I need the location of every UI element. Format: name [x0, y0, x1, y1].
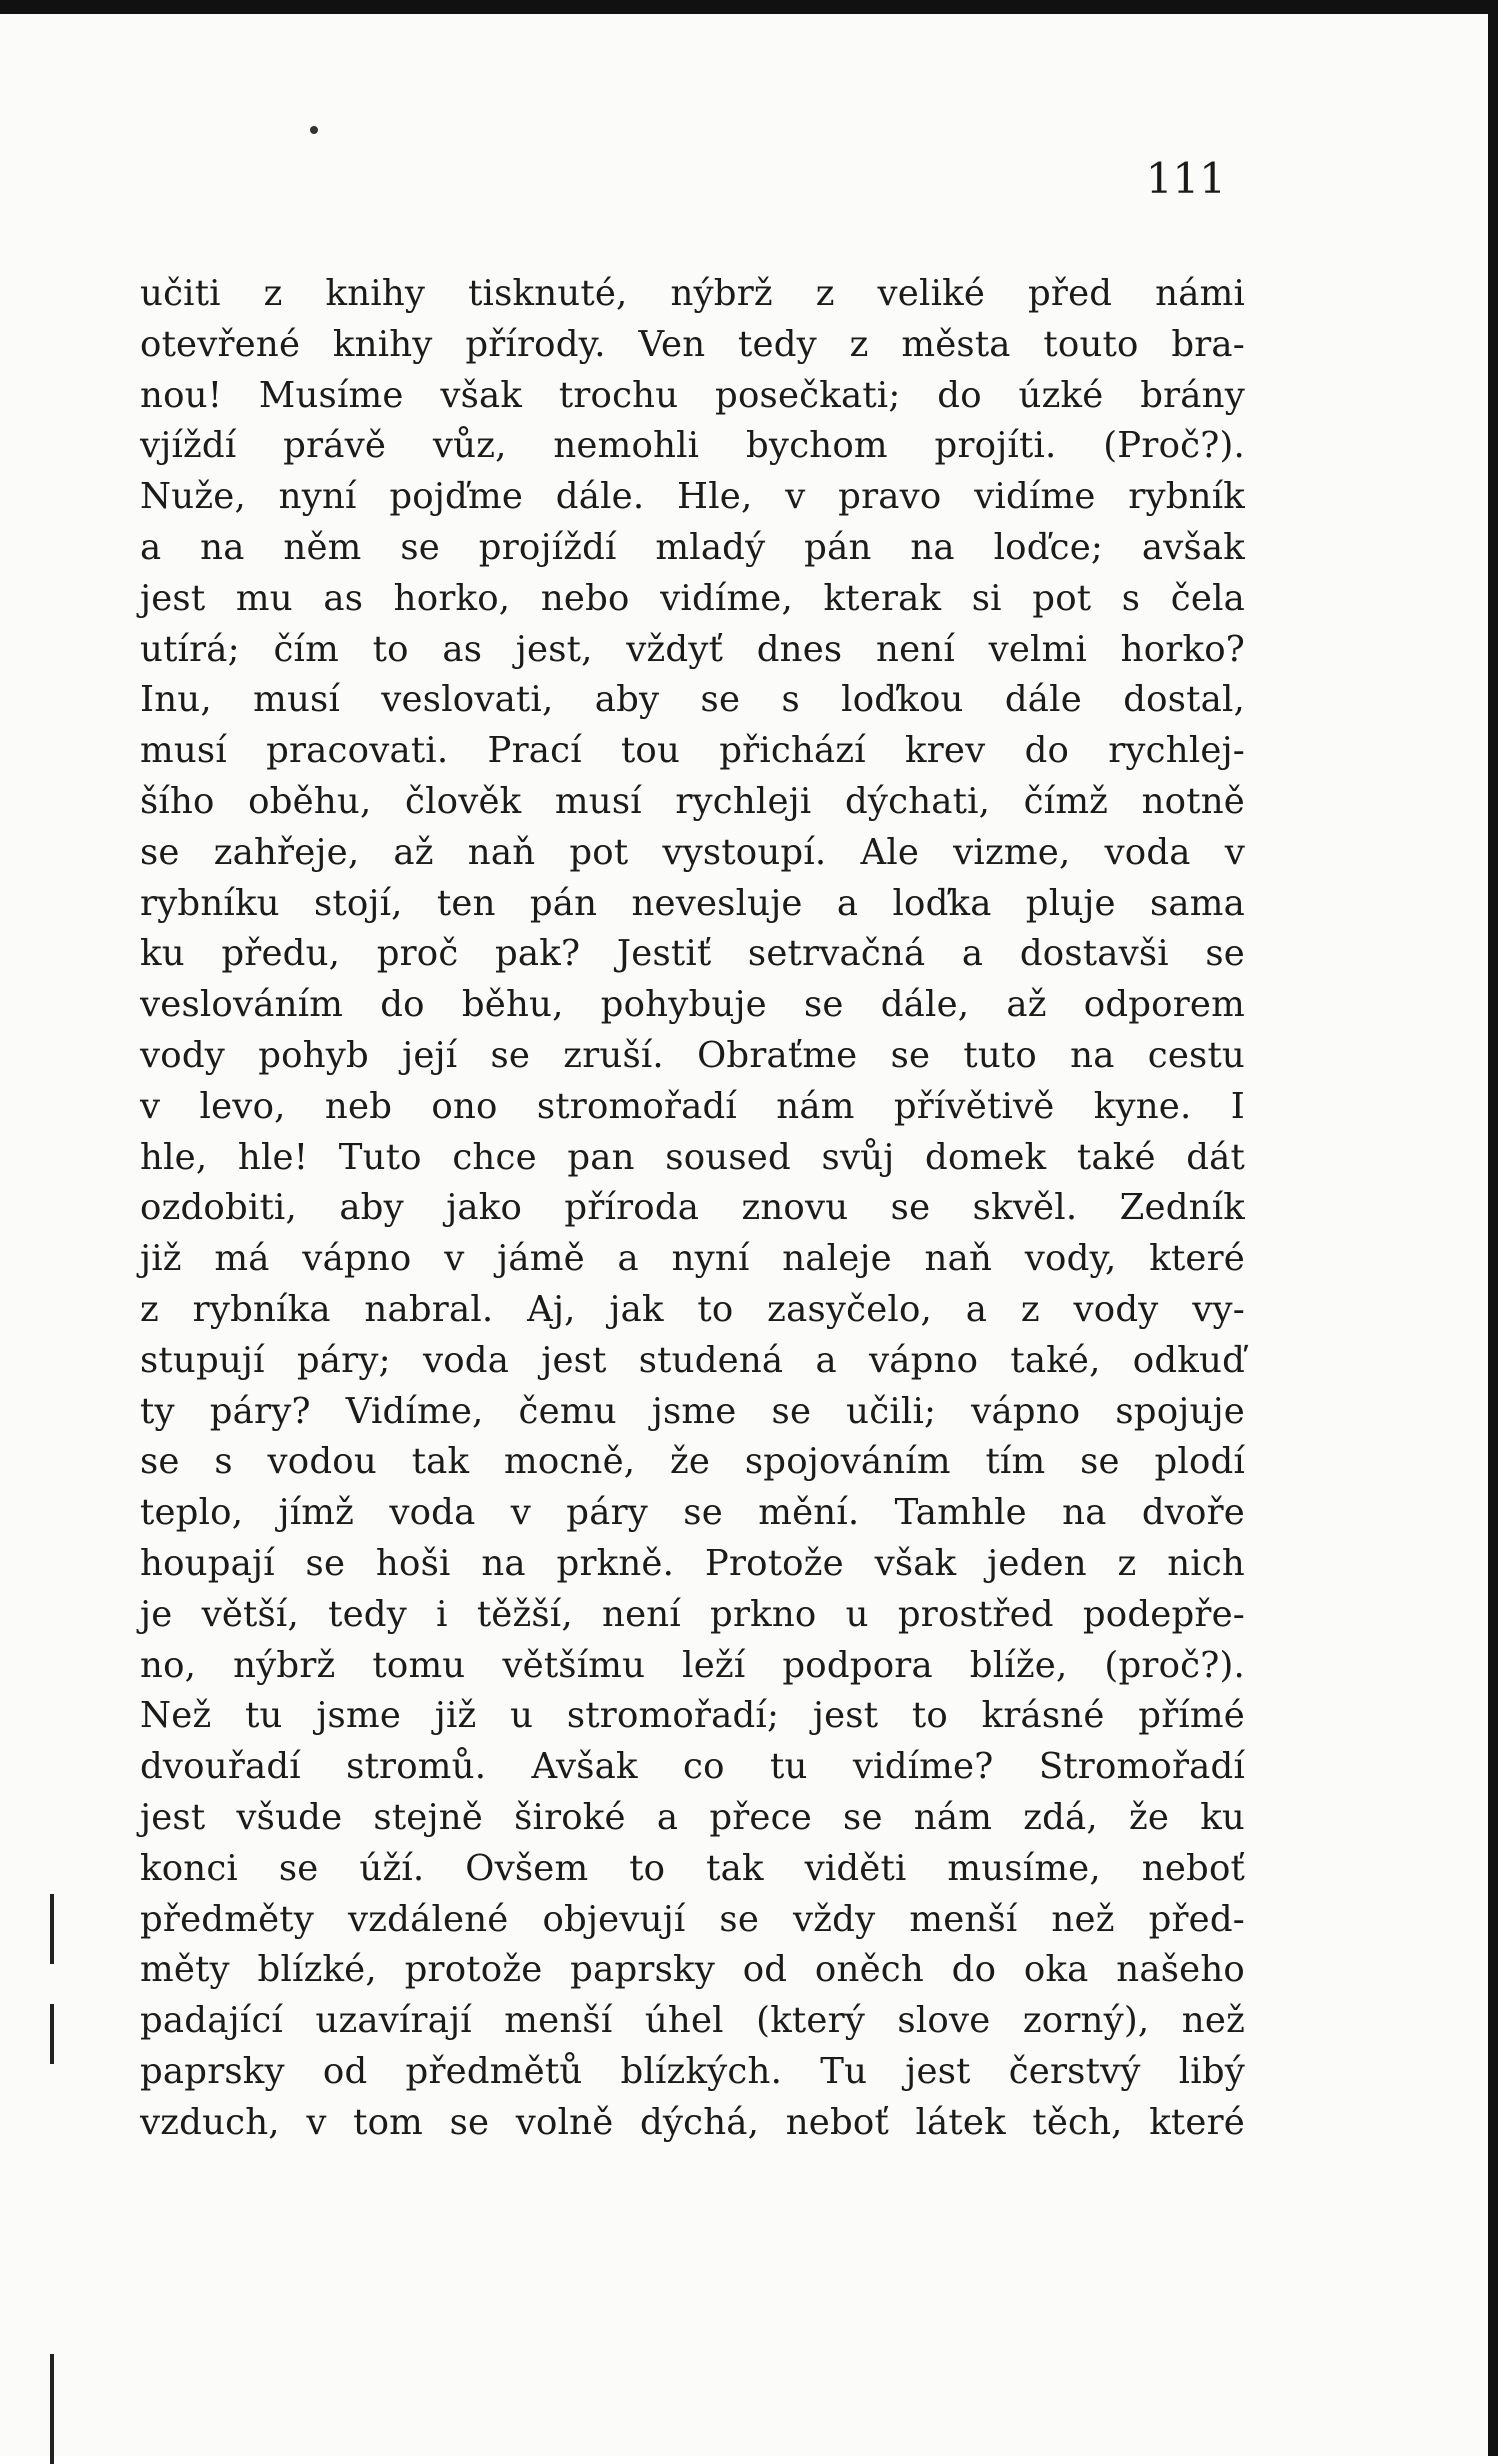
text-line: ty páry? Vidíme, čemu jsme se učili; vápno spojuje [140, 1390, 1245, 1432]
text-line: musí pracovati. Prací tou přichází krev do rychlej- [140, 730, 1245, 772]
text-line: Nuže, nyní pojďme dále. Hle, v pravo vidíme rybník [140, 476, 1245, 518]
text-line: jest všude stejně široké a přece se nám zdá, že ku [140, 1796, 1245, 1838]
margin-mark [50, 2354, 54, 2464]
text-line: hle, hle! Tuto chce pan soused svůj domek také dát [140, 1136, 1245, 1178]
text-line: předměty vzdálené objevují se vždy menší než před- [140, 1898, 1245, 1940]
margin-mark [50, 1894, 54, 1964]
body-text [140, 269, 1245, 2148]
text-line: padající uzavírají menší úhel (který slove zorný), než [140, 2000, 1245, 2042]
text-line: rybníku stojí, ten pán nevesluje a loďka pluje sama [140, 882, 1245, 924]
text-line: učiti z knihy tisknuté, nýbrž z veliké před námi [140, 273, 1245, 314]
text-line: utírá; čím to as jest, vždyť dnes není velmi horko? [140, 628, 1245, 670]
text-line: ozdobiti, aby jako příroda znovu se skvěl. Zedník [140, 1187, 1245, 1229]
text-line: teplo, jímž voda v páry se mění. Tamhle na dvoře [140, 1492, 1245, 1534]
text-line: je větší, tedy i těžší, není prkno u prostřed podepře- [140, 1593, 1245, 1635]
text-line: z rybníka nabral. Aj, jak to zasyčelo, a z vody vy- [140, 1288, 1245, 1330]
text-line: no, nýbrž tomu většímu leží podpora blíže, (proč?). [140, 1644, 1245, 1686]
text-line: a na něm se projíždí mladý pán na loďce; avšak [140, 526, 1245, 568]
text-line: již má vápno v jámě a nyní naleje naň vody, které [140, 1238, 1245, 1280]
text-line: otevřené knihy přírody. Ven tedy z města touto bra- [140, 323, 1245, 365]
text-line: vzduch, v tom se volně dýchá, neboť látek těch, které [140, 2101, 1245, 2143]
text-line: vjíždí právě vůz, nemohli bychom projíti. (Proč?). [140, 425, 1245, 467]
text-line: šího oběhu, člověk musí rychleji dýchati, čímž notně [140, 780, 1245, 822]
text-line: vody pohyb její se zruší. Obraťme se tuto na cestu [140, 1034, 1245, 1076]
text-line: veslováním do běhu, pohybuje se dále, až odporem [140, 984, 1245, 1026]
text-line: Než tu jsme již u stromořadí; jest to krásné přímé [140, 1695, 1245, 1737]
text-line: ku předu, proč pak? Jestiť setrvačná a dostavši se [140, 933, 1245, 975]
text-line: v levo, neb ono stromořadí nám přívětivě kyne. I [140, 1085, 1245, 1127]
text-line: paprsky od předmětů blízkých. Tu jest čerstvý libý [140, 2050, 1245, 2092]
text-line: se s vodou tak mocně, že spojováním tím se plodí [140, 1441, 1245, 1483]
margin-mark [50, 2004, 54, 2064]
page-number: 111 [1145, 154, 1226, 203]
text-line: jest mu as horko, nebo vidíme, kterak si pot s čela [140, 577, 1245, 619]
print-speck [310, 126, 318, 134]
text-line: nou! Musíme však trochu posečkati; do úzké brány [140, 374, 1245, 416]
text-line: měty blízké, protože paprsky od oněch do oka našeho [140, 1949, 1245, 1991]
text-line: dvouřadí stromů. Avšak co tu vidíme? Stromořadí [140, 1746, 1245, 1788]
text-line: se zahřeje, až naň pot vystoupí. Ale vizme, voda v [140, 831, 1245, 873]
text-line: stupují páry; voda jest studená a vápno také, odkuď [140, 1339, 1245, 1381]
text-line: houpají se hoši na prkně. Protože však jeden z nich [140, 1542, 1245, 1584]
text-line: konci se úží. Ovšem to tak viděti musíme, neboť [140, 1847, 1245, 1889]
text-line: Inu, musí veslovati, aby se s loďkou dále dostal, [140, 679, 1245, 721]
